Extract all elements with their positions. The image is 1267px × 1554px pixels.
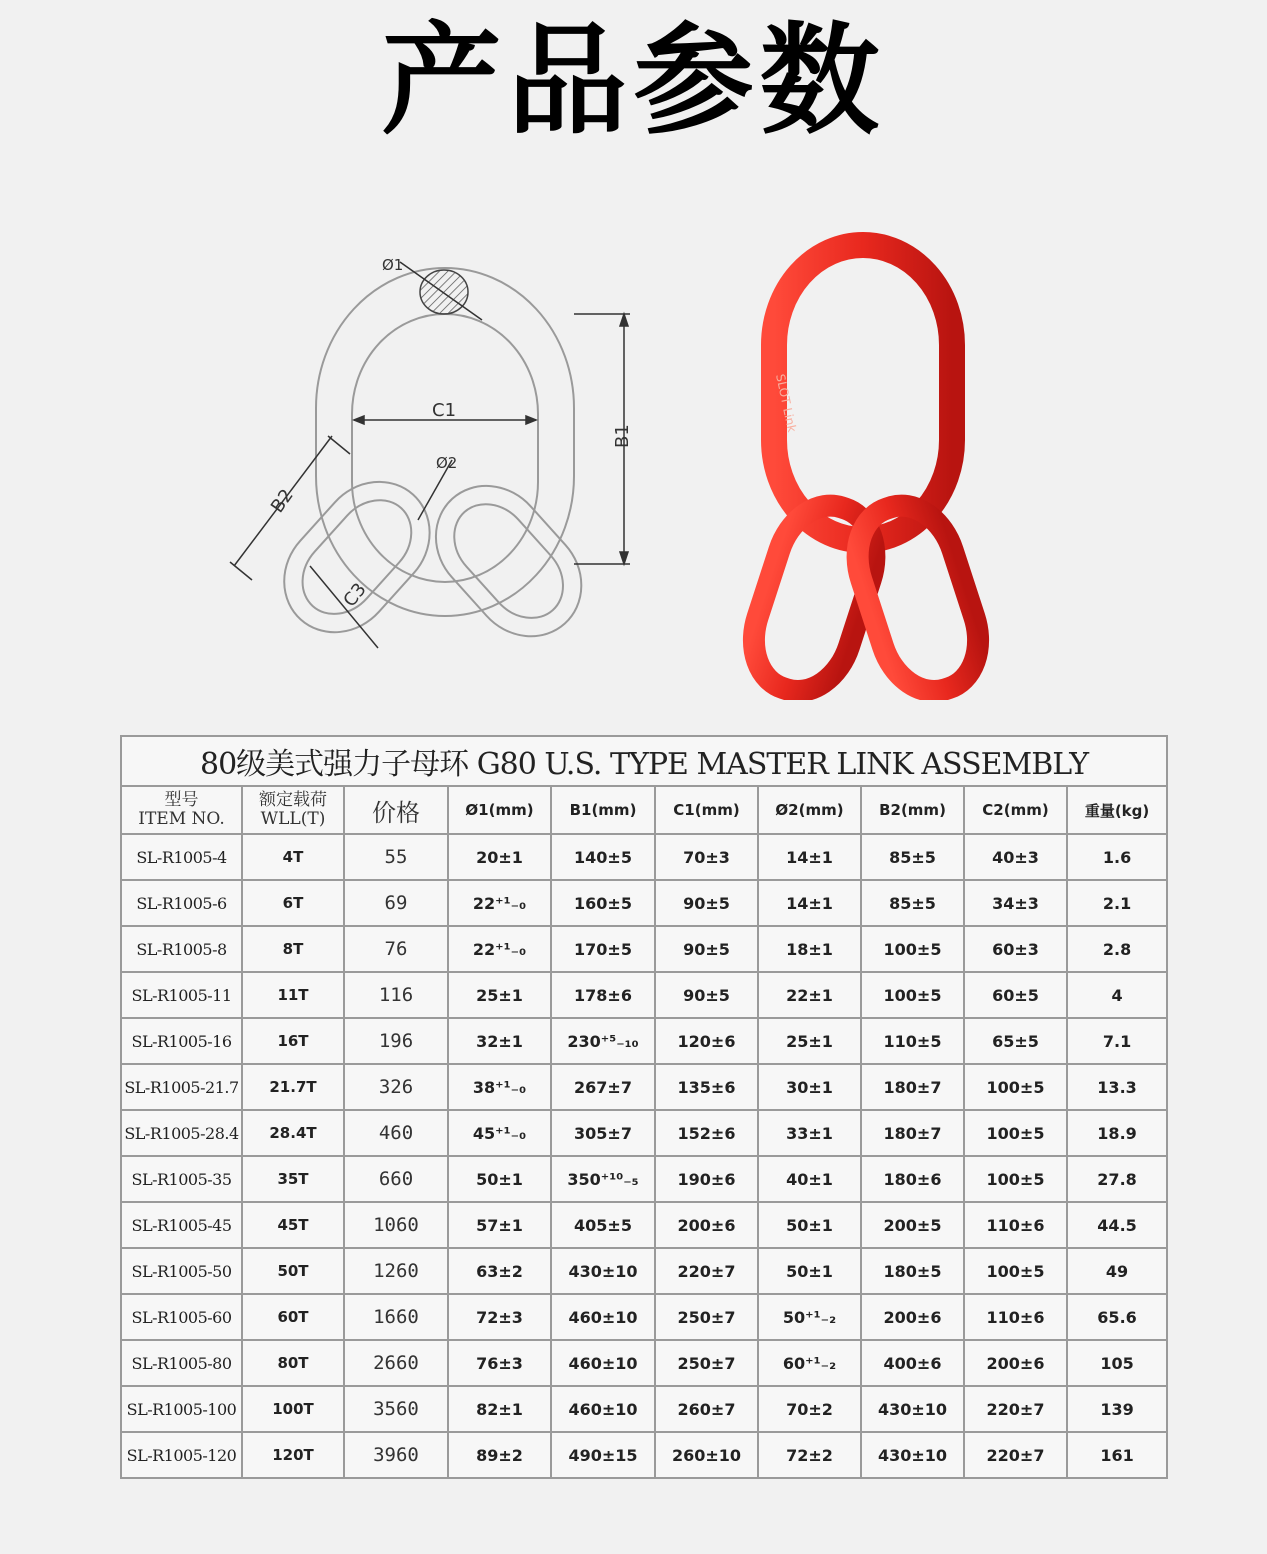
header-wll-cn: 额定载荷 — [259, 790, 327, 810]
table-row — [121, 1386, 1167, 1432]
table-row — [121, 880, 1167, 926]
cell-d1: 20±1 — [448, 834, 551, 880]
cell-d2: 50±1 — [758, 1248, 861, 1294]
header-d1: Ø1(mm) — [448, 786, 551, 834]
table-row — [121, 926, 1167, 972]
table-row — [121, 1156, 1167, 1202]
cell-weight: 27.8 — [1067, 1156, 1167, 1202]
cell-item: SL-R1005-50 — [121, 1248, 242, 1294]
header-item-en: ITEM NO. — [138, 809, 225, 829]
cell-b2: 200±5 — [861, 1202, 964, 1248]
cell-wll: 28.4T — [242, 1110, 344, 1156]
cell-d1: 89±2 — [448, 1432, 551, 1478]
cell-wll: 35T — [242, 1156, 344, 1202]
cell-d2: 60⁺¹₋₂ — [758, 1340, 861, 1386]
header-d2: Ø2(mm) — [758, 786, 861, 834]
cell-c1: 190±6 — [655, 1156, 758, 1202]
header-item — [121, 786, 242, 834]
cell-wll: 16T — [242, 1018, 344, 1064]
cell-price: 1060 — [344, 1202, 448, 1248]
cell-b1: 170±5 — [551, 926, 655, 972]
cell-b1: 230⁺⁵₋₁₀ — [551, 1018, 655, 1064]
table-body — [121, 834, 1167, 1478]
section-hatch — [420, 270, 468, 314]
cell-c2: 65±5 — [964, 1018, 1067, 1064]
cell-weight: 13.3 — [1067, 1064, 1167, 1110]
cell-d1: 25±1 — [448, 972, 551, 1018]
table-row — [121, 834, 1167, 880]
cell-b1: 178±6 — [551, 972, 655, 1018]
cell-wll: 4T — [242, 834, 344, 880]
header-wll-en: WLL(T) — [260, 809, 326, 829]
cell-b1: 160±5 — [551, 880, 655, 926]
cell-weight: 1.6 — [1067, 834, 1167, 880]
cell-price: 116 — [344, 972, 448, 1018]
cell-price: 55 — [344, 834, 448, 880]
cell-price: 3560 — [344, 1386, 448, 1432]
master-link-outer — [316, 268, 574, 616]
table-row — [121, 1432, 1167, 1478]
cell-d2: 72±2 — [758, 1432, 861, 1478]
cell-d2: 70±2 — [758, 1386, 861, 1432]
sub-link-right-inner — [438, 489, 578, 634]
cell-weight: 44.5 — [1067, 1202, 1167, 1248]
cell-c2: 100±5 — [964, 1248, 1067, 1294]
cell-wll: 60T — [242, 1294, 344, 1340]
cell-c2: 40±3 — [964, 834, 1067, 880]
cell-b2: 180±7 — [861, 1064, 964, 1110]
cell-c2: 220±7 — [964, 1386, 1067, 1432]
cell-c2: 100±5 — [964, 1064, 1067, 1110]
cell-weight: 4 — [1067, 972, 1167, 1018]
cell-weight: 18.9 — [1067, 1110, 1167, 1156]
cell-item: SL-R1005-6 — [121, 880, 242, 926]
header-c2: C2(mm) — [964, 786, 1067, 834]
cell-b2: 85±5 — [861, 834, 964, 880]
master-link-photo — [730, 225, 990, 700]
cell-item: SL-R1005-16 — [121, 1018, 242, 1064]
cell-b2: 400±6 — [861, 1340, 964, 1386]
label-b1: B1 — [612, 424, 633, 448]
cell-item: SL-R1005-100 — [121, 1386, 242, 1432]
cell-d2: 14±1 — [758, 880, 861, 926]
spec-table — [120, 735, 1168, 1479]
table-row — [121, 1202, 1167, 1248]
table-row — [121, 1248, 1167, 1294]
cell-b2: 100±5 — [861, 926, 964, 972]
cell-item: SL-R1005-4 — [121, 834, 242, 880]
cell-c2: 200±6 — [964, 1340, 1067, 1386]
label-b2: B2 — [266, 485, 298, 517]
cell-price: 196 — [344, 1018, 448, 1064]
page-title: 产品参数 — [381, 12, 886, 151]
cell-item: SL-R1005-120 — [121, 1432, 242, 1478]
label-c3: C3 — [339, 579, 371, 612]
cell-item: SL-R1005-35 — [121, 1156, 242, 1202]
cell-c1: 260±7 — [655, 1386, 758, 1432]
header-weight: 重量(kg) — [1067, 786, 1167, 834]
cell-weight: 105 — [1067, 1340, 1167, 1386]
cell-item: SL-R1005-11 — [121, 972, 242, 1018]
cell-c1: 120±6 — [655, 1018, 758, 1064]
table-header-row — [121, 786, 1167, 834]
cell-c1: 70±3 — [655, 834, 758, 880]
cell-d1: 32±1 — [448, 1018, 551, 1064]
cell-d2: 30±1 — [758, 1064, 861, 1110]
cell-d1: 50±1 — [448, 1156, 551, 1202]
cell-d1: 57±1 — [448, 1202, 551, 1248]
cell-d1: 76±3 — [448, 1340, 551, 1386]
cell-wll: 100T — [242, 1386, 344, 1432]
cell-weight: 65.6 — [1067, 1294, 1167, 1340]
table-row — [121, 972, 1167, 1018]
sub-link-right-outer — [413, 463, 604, 659]
cell-item: SL-R1005-28.4 — [121, 1110, 242, 1156]
cell-d2: 40±1 — [758, 1156, 861, 1202]
cell-item: SL-R1005-8 — [121, 926, 242, 972]
cell-weight: 2.1 — [1067, 880, 1167, 926]
header-c1: C1(mm) — [655, 786, 758, 834]
cell-item: SL-R1005-80 — [121, 1340, 242, 1386]
cell-d2: 25±1 — [758, 1018, 861, 1064]
cell-d2: 50±1 — [758, 1202, 861, 1248]
header-item-cn: 型号 — [164, 790, 199, 810]
cell-c1: 90±5 — [655, 972, 758, 1018]
table-row — [121, 1294, 1167, 1340]
cell-c1: 220±7 — [655, 1248, 758, 1294]
cell-c1: 152±6 — [655, 1110, 758, 1156]
table-row — [121, 1340, 1167, 1386]
cell-weight: 139 — [1067, 1386, 1167, 1432]
cell-c2: 60±3 — [964, 926, 1067, 972]
cell-price: 326 — [344, 1064, 448, 1110]
cell-b2: 85±5 — [861, 880, 964, 926]
cell-weight: 7.1 — [1067, 1018, 1167, 1064]
cell-b2: 200±6 — [861, 1294, 964, 1340]
cell-wll: 6T — [242, 880, 344, 926]
header-wll — [242, 786, 344, 834]
cell-b1: 305±7 — [551, 1110, 655, 1156]
cell-d1: 22⁺¹₋₀ — [448, 880, 551, 926]
cell-c1: 250±7 — [655, 1340, 758, 1386]
cell-item: SL-R1005-60 — [121, 1294, 242, 1340]
cell-b1: 405±5 — [551, 1202, 655, 1248]
cell-weight: 161 — [1067, 1432, 1167, 1478]
label-d1: Ø1 — [382, 256, 404, 274]
cell-d1: 82±1 — [448, 1386, 551, 1432]
cell-price: 660 — [344, 1156, 448, 1202]
table-caption: 80级美式强力子母环 G80 U.S. TYPE MASTER LINK ASSEMBLY — [121, 736, 1167, 786]
label-d2: Ø2 — [436, 454, 458, 472]
cell-weight: 2.8 — [1067, 926, 1167, 972]
cell-c2: 60±5 — [964, 972, 1067, 1018]
cell-b1: 490±15 — [551, 1432, 655, 1478]
header-price: 价格 — [344, 786, 448, 834]
cell-c2: 110±6 — [964, 1294, 1067, 1340]
cell-b1: 460±10 — [551, 1294, 655, 1340]
photo-master-ring — [774, 245, 952, 540]
cell-b2: 430±10 — [861, 1386, 964, 1432]
cell-d1: 72±3 — [448, 1294, 551, 1340]
cell-c1: 260±10 — [655, 1432, 758, 1478]
cell-c1: 90±5 — [655, 926, 758, 972]
header-b1: B1(mm) — [551, 786, 655, 834]
cell-d1: 63±2 — [448, 1248, 551, 1294]
cell-c2: 100±5 — [964, 1110, 1067, 1156]
table-row — [121, 1064, 1167, 1110]
sub-link-left-outer — [261, 459, 452, 655]
cell-wll: 80T — [242, 1340, 344, 1386]
table-row — [121, 1018, 1167, 1064]
cell-c2: 110±6 — [964, 1202, 1067, 1248]
cell-d1: 45⁺¹₋₀ — [448, 1110, 551, 1156]
cell-wll: 45T — [242, 1202, 344, 1248]
cell-b1: 460±10 — [551, 1340, 655, 1386]
cell-b2: 180±6 — [861, 1156, 964, 1202]
cell-price: 1660 — [344, 1294, 448, 1340]
cell-d2: 14±1 — [758, 834, 861, 880]
cell-d2: 18±1 — [758, 926, 861, 972]
cell-d1: 22⁺¹₋₀ — [448, 926, 551, 972]
cell-b2: 100±5 — [861, 972, 964, 1018]
cell-c1: 250±7 — [655, 1294, 758, 1340]
label-c1: C1 — [432, 400, 457, 421]
cell-price: 3960 — [344, 1432, 448, 1478]
cell-c1: 90±5 — [655, 880, 758, 926]
cell-item: SL-R1005-45 — [121, 1202, 242, 1248]
cell-price: 2660 — [344, 1340, 448, 1386]
cell-price: 76 — [344, 926, 448, 972]
cell-b2: 180±5 — [861, 1248, 964, 1294]
cell-c2: 34±3 — [964, 880, 1067, 926]
cell-d2: 33±1 — [758, 1110, 861, 1156]
cell-b1: 140±5 — [551, 834, 655, 880]
cell-c1: 135±6 — [655, 1064, 758, 1110]
cell-item: SL-R1005-21.7 — [121, 1064, 242, 1110]
cell-b1: 460±10 — [551, 1386, 655, 1432]
table-row — [121, 1110, 1167, 1156]
cell-b1: 350⁺¹⁰₋₅ — [551, 1156, 655, 1202]
cell-price: 1260 — [344, 1248, 448, 1294]
cell-d2: 22±1 — [758, 972, 861, 1018]
cell-b2: 110±5 — [861, 1018, 964, 1064]
cell-wll: 11T — [242, 972, 344, 1018]
master-link-diagram — [200, 230, 640, 700]
cell-wll: 21.7T — [242, 1064, 344, 1110]
master-link-inner — [352, 314, 538, 582]
cell-wll: 120T — [242, 1432, 344, 1478]
cell-d1: 38⁺¹₋₀ — [448, 1064, 551, 1110]
header-b2: B2(mm) — [861, 786, 964, 834]
cell-price: 69 — [344, 880, 448, 926]
cell-wll: 50T — [242, 1248, 344, 1294]
cell-c1: 200±6 — [655, 1202, 758, 1248]
cell-b2: 180±7 — [861, 1110, 964, 1156]
cell-price: 460 — [344, 1110, 448, 1156]
cell-wll: 8T — [242, 926, 344, 972]
cell-c2: 220±7 — [964, 1432, 1067, 1478]
cell-b1: 267±7 — [551, 1064, 655, 1110]
cell-b1: 430±10 — [551, 1248, 655, 1294]
cell-d2: 50⁺¹₋₂ — [758, 1294, 861, 1340]
photo-stamp: SLOT Link — [773, 372, 800, 434]
cell-b2: 430±10 — [861, 1432, 964, 1478]
cell-c2: 100±5 — [964, 1156, 1067, 1202]
cell-weight: 49 — [1067, 1248, 1167, 1294]
